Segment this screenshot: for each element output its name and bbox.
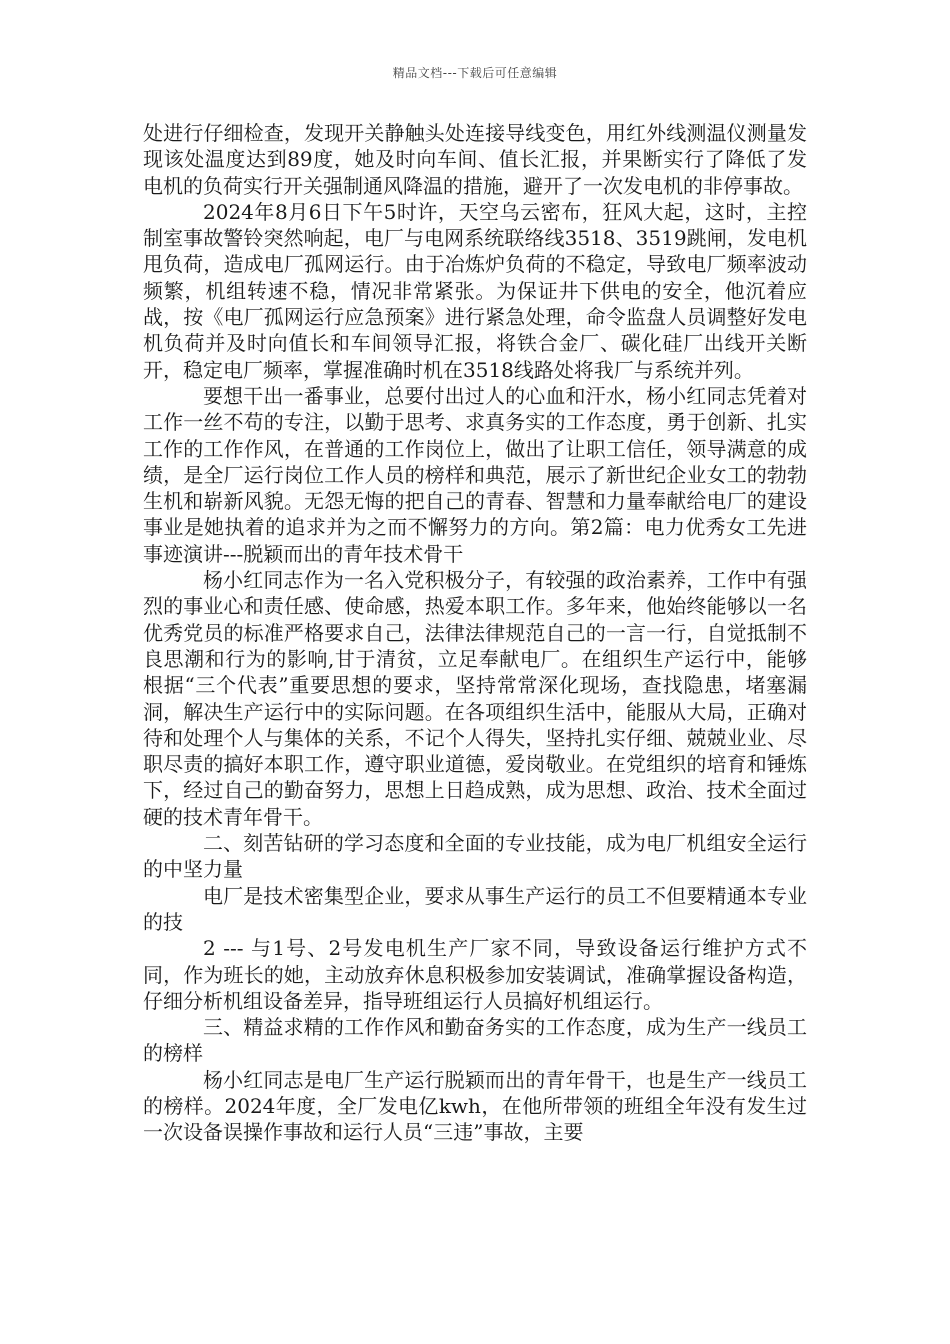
paragraph: 2 --- 与1号、2号发电机生产厂家不同，导致设备运行维护方式不同，作为班长的她，主动放弃休息积极参加安装调试，准确掌握设备构造，仔细分析机组设备差异，指导班组运行人员搞好机组运行。 bbox=[143, 936, 807, 1013]
section-heading: 三、精益求精的工作作风和勤奋务实的工作态度，成为生产一线员工的榜样 bbox=[143, 1015, 807, 1066]
paragraph: 电厂是技术密集型企业，要求从事生产运行的员工不但要精通本专业的技 bbox=[143, 883, 807, 934]
paragraph: 杨小红同志作为一名入党积极分子，有较强的政治素养，工作中有强烈的事业心和责任感、使命感，热爱本职工作。多年来，他始终能够以一名优秀党员的标准严格要求自己，法律法律规范自己的一言一行，自觉抵制不良思潮和行为的影响,甘于清贫，立足奉献电厂。在组织生产运行中，能够根据“三个代表”重要思想的要求，坚持常常深化现场，查找隐患，堵塞漏洞，解决生产运行中的实际问题。在各项组织生活中，能服从大局，正确对待和处理个人与集体的关系，不记个人得失，坚持扎实仔细、兢兢业业、尽职尽责的搞好本职工作，遵守职业道德，爱岗敬业。在党组织的培育和锤炼下，经过自己的勤奋努力，思想上日趋成熟，成为思想、政治、技术全面过硬的技术青年骨干。 bbox=[143, 568, 807, 829]
paragraph: 处进行仔细检查，发现开关静触头处连接导线变色，用红外线测温仪测量发现该处温度达到89度，她及时向车间、值长汇报，并果断实行了降低了发电机的负荷实行开关强制通风降温的措施，避开了一次发电机的非停事故。 bbox=[143, 121, 807, 198]
paragraph: 2024年8月6日下午5时许，天空乌云密布，狂风大起，这时，主控制室事故警铃突然响起，电厂与电网系统联络线3518、3519跳闸，发电机甩负荷，造成电厂孤网运行。由于冶炼炉负荷的不稳定，导致电厂频率波动频繁，机组转速不稳，情况非常紧张。为保证井下供电的安全，他沉着应战，按《电厂孤网运行应急预案》进行紧急处理，命令监盘人员调整好发电机负荷并及时向值长和车间领导汇报，将铁合金厂、碳化硅厂出线开关断开，稳定电厂频率，掌握准确时机在3518线路处将我厂与系统并列。 bbox=[143, 199, 807, 382]
section-heading: 二、刻苦钻研的学习态度和全面的专业技能，成为电厂机组安全运行的中坚力量 bbox=[143, 831, 807, 882]
paragraph: 要想干出一番事业，总要付出过人的心血和汗水，杨小红同志凭着对工作一丝不苟的专注，以勤于思考、求真务实的工作态度，勇于创新、扎实工作的工作作风，在普通的工作岗位上，做出了让职工信任，领导满意的成绩，是全厂运行岗位工作人员的榜样和典范，展示了新世纪企业女工的勃勃生机和崭新风貌。无怨无悔的把自己的青春、智慧和力量奉献给电厂的建设事业是她执着的追求并为之而不懈努力的方向。第2篇：电力优秀女工先进事迹演讲---脱颖而出的青年技术骨干 bbox=[143, 383, 807, 566]
document-body bbox=[143, 120, 807, 1146]
page-header: 精品文档---下载后可任意编辑 bbox=[392, 66, 558, 80]
paragraph: 杨小红同志是电厂生产运行脱颖而出的青年骨干，也是生产一线员工的榜样。2024年度，全厂发电亿kwh，在他所带领的班组全年没有发生过一次设备误操作事故和运行人员“三违”事故，主要 bbox=[143, 1067, 807, 1145]
